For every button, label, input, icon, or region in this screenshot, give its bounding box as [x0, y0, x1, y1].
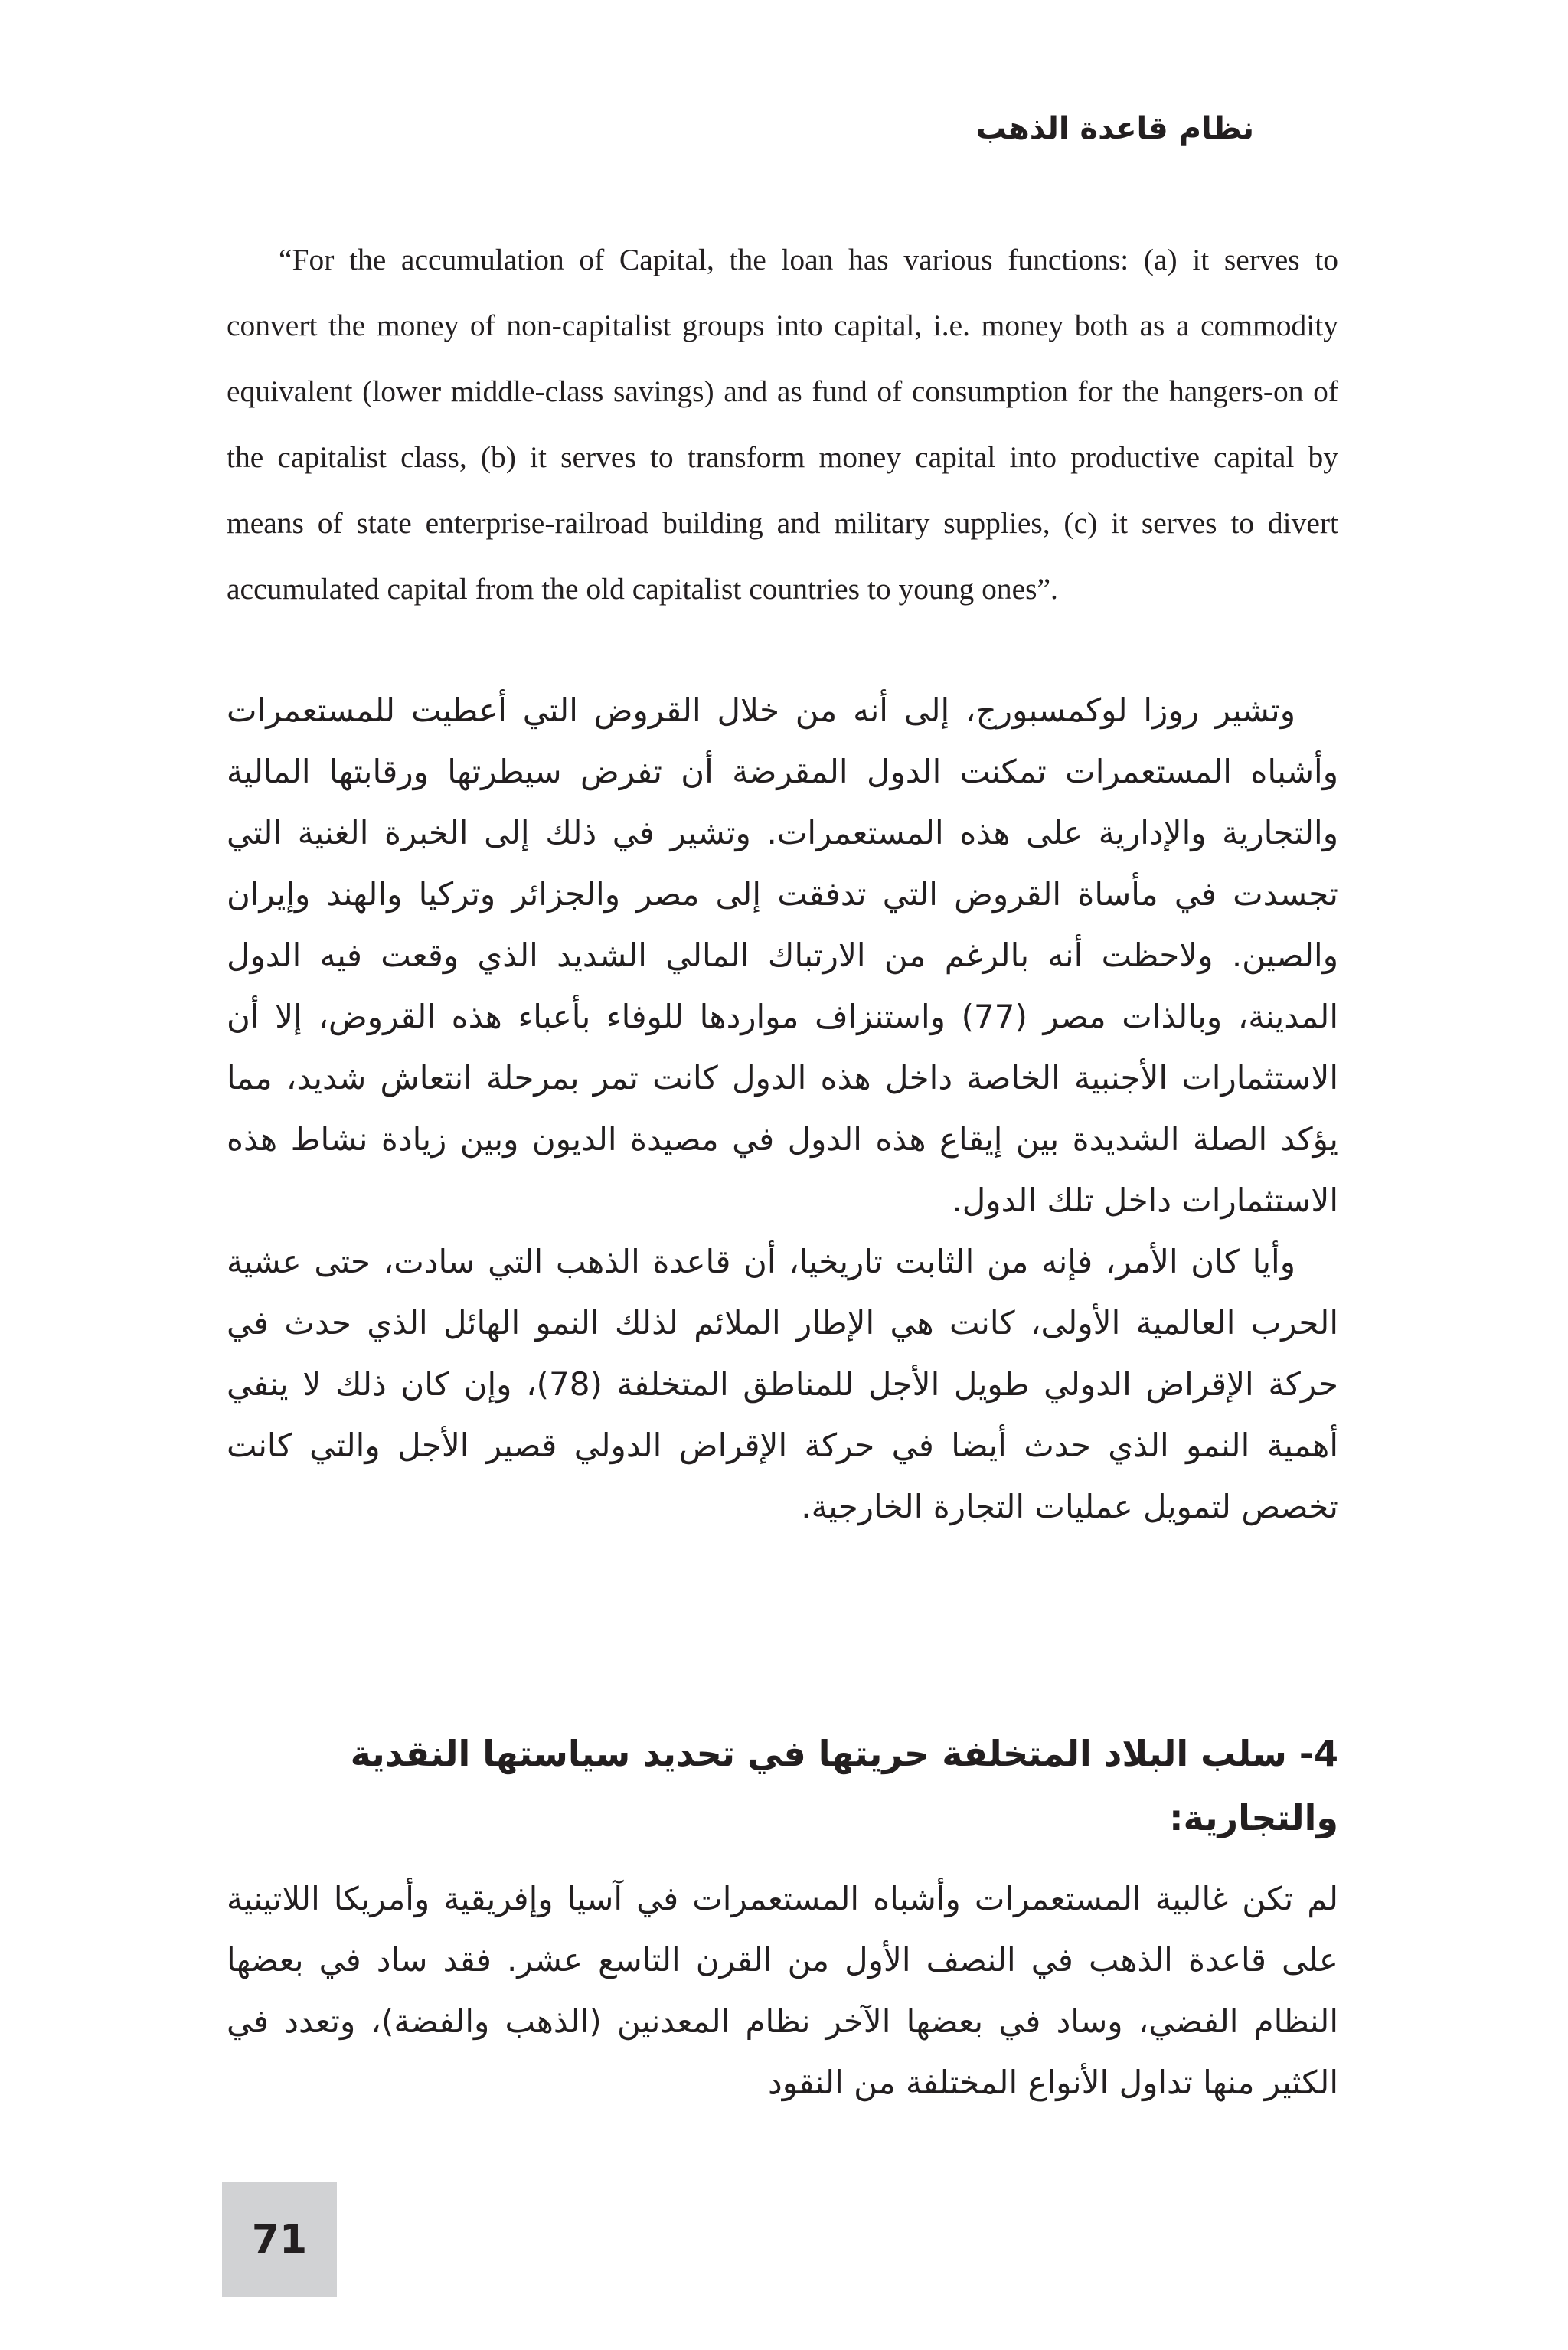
body-paragraph-3: لم تكن غالبية المستعمرات وأشباه المستعمرات في آسيا وإفريقية وأمريكا اللاتينية على قاعدة الذهب في النصف الأول من القرن التاسع عشر. فقد ساد في بعضها النظام الفضي، وساد في بعضها الآخر نظام المعدنين (الذهب والفضة)، وتعدد في الكثير منها تداول الأنواع المختلفة من النقود	[227, 1880, 1338, 2101]
running-header: نظام قاعدة الذهب	[975, 111, 1254, 146]
body-text-block-2	[227, 1868, 1338, 2113]
page-number-box	[222, 2182, 337, 2297]
section-heading: 4- سلب البلاد المتخلفة حريتها في تحديد سياستها النقدية والتجارية:	[350, 1733, 1338, 1838]
quote-paragraph: “For the accumulation of Capital, the loan has various functions: (a) it serves to convert the money of non-capitalist groups into capital, i.e. money both as a commodity equivalent (lower middle-class savings) and as fund of consumption for the hangers-on of the capitalist class, (b) it serves to transform money capital into productive capital by means of state enterprise-railroad building and military supplies, (c) it serves to divert accumulated capital from the old capitalist countries to young ones”.	[227, 243, 1338, 606]
english-quote	[227, 227, 1338, 622]
page-number: 71	[251, 2217, 308, 2263]
body-text-block	[227, 680, 1338, 1538]
body-paragraph-2: وأيا كان الأمر، فإنه من الثابت تاريخيا، أن قاعدة الذهب التي سادت، حتى عشية الحرب العالمية الأولى، كانت هي الإطار الملائم لذلك النمو الهائل الذي حدث في حركة الإقراض الدولي طويل الأجل للمناطق المتخلفة (78)، وإن كان ذلك لا ينفي أهمية النمو الذي حدث أيضا في حركة الإقراض الدولي قصير الأجل والتي كانت تخصص لتمويل عمليات التجارة الخارجية.	[227, 1243, 1339, 1525]
body-paragraph-1: وتشير روزا لوكمسبورج، إلى أنه من خلال القروض التي أعطيت للمستعمرات وأشباه المستعمرات تمكنت الدول المقرضة أن تفرض سيطرتها ورقابتها المالية والتجارية والإدارية على هذه المستعمرات. وتشير في ذلك إلى الخبرة الغنية التي تجسدت في مأساة القروض التي تدفقت إلى مصر والجزائر وتركيا والهند وإيران والصين. ولاحظت أنه بالرغم من الارتباك المالي الشديد الذي وقعت فيه الدول المدينة، وبالذات مصر (77) واستنزاف مواردها للوفاء بأعباء هذه القروض، إلا أن الاستثمارات الأجنبية الخاصة داخل هذه الدول كانت تمر بمرحلة انتعاش شديد، مما يؤكد الصلة الشديدة بين إيقاع هذه الدول في مصيدة الديون وبين زيادة نشاط هذه الاستثمارات داخل تلك الدول.	[227, 691, 1338, 1219]
